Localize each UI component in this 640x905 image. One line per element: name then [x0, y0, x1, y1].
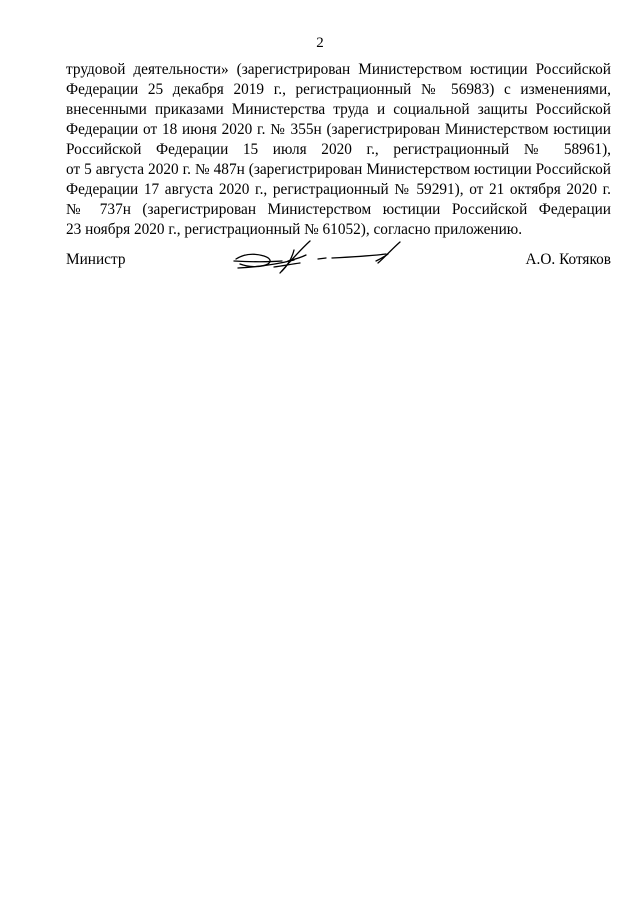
body-line: Федерации 17 августа 2020 г., регистрационный № 59291), от 21 октября 2020 г.	[66, 181, 611, 198]
signatory-name: А.О. Котяков	[525, 251, 611, 268]
signatory-role: Министр	[66, 251, 126, 268]
body-line: Федерации от 18 июня 2020 г. № 355н (зарегистрирован Министерством юстиции	[66, 121, 611, 138]
signature-block	[66, 251, 611, 281]
body-line: 23 ноября 2020 г., регистрационный № 61052), согласно приложению.	[66, 221, 523, 238]
body-line: Федерации 25 декабря 2019 г., регистрационный № 56983) с изменениями,	[66, 81, 611, 98]
body-paragraph	[66, 60, 611, 240]
body-line: от 5 августа 2020 г. № 487н (зарегистрирован Министерством юстиции Российской	[66, 161, 611, 178]
body-line: № 737н (зарегистрирован Министерством юстиции Российской Федерации	[66, 201, 611, 218]
body-line: Российской Федерации 15 июля 2020 г., регистрационный № 58961),	[66, 141, 611, 158]
body-line: внесенными приказами Министерства труда и социальной защиты Российской	[66, 101, 611, 118]
body-line: трудовой деятельности» (зарегистрирован Министерством юстиции Российской	[66, 61, 611, 78]
page-number: 2	[316, 35, 324, 51]
handwritten-signature-icon	[230, 237, 410, 281]
